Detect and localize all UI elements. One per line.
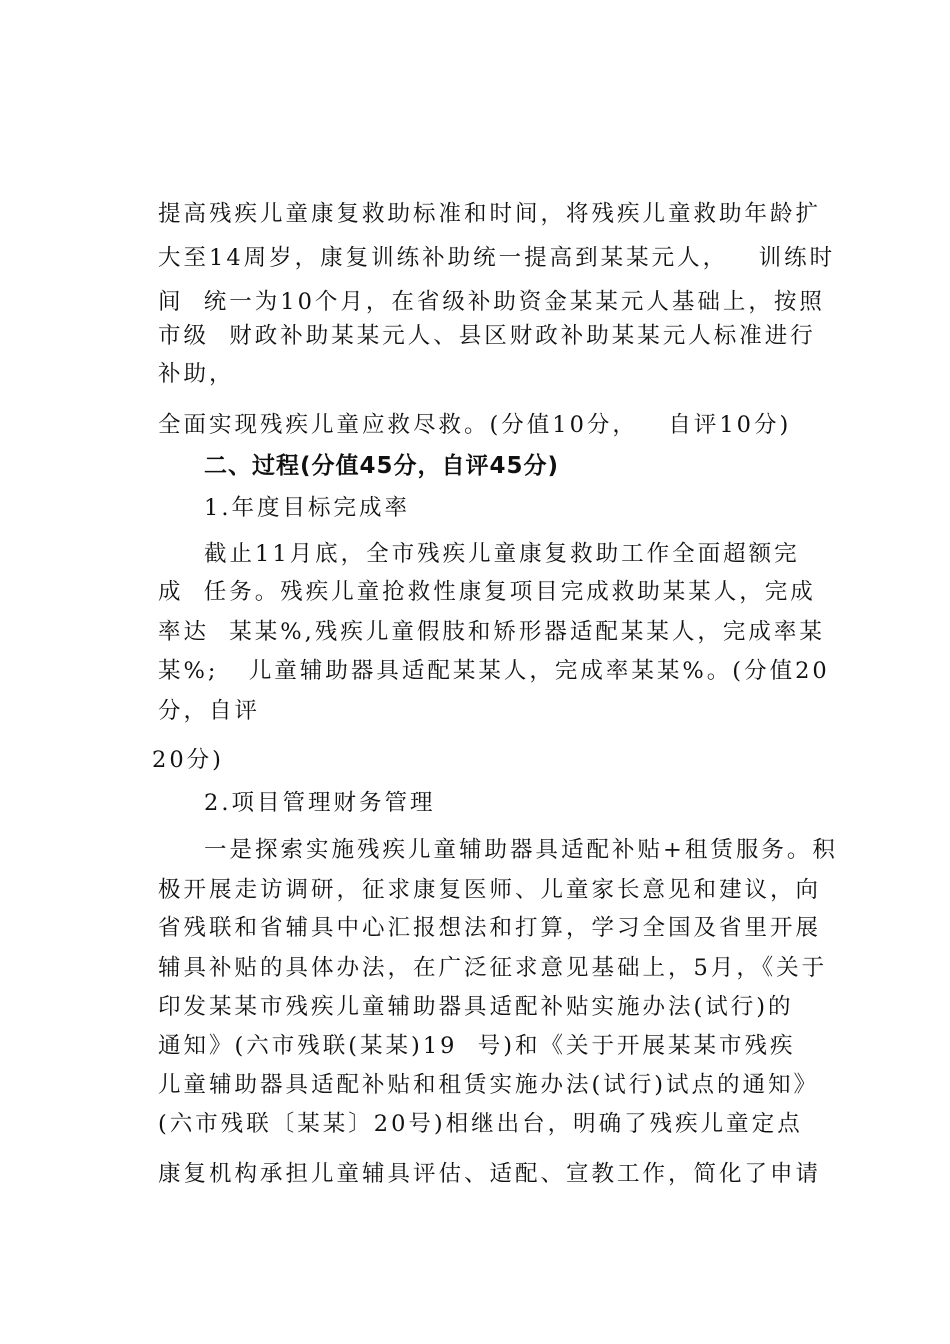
paragraph-line: 印发某某市残疾儿童辅助器具适配补贴实施办法(试行)的 [158, 994, 794, 1020]
paragraph-line: 成 任务。残疾儿童抢救性康复项目完成救助某某人，完成 [158, 579, 816, 605]
paragraph-line: 辅具补贴的具体办法，在广泛征求意见基础上，5月，《关于 [158, 955, 828, 981]
paragraph-line: 全面实现残疾儿童应救尽救。(分值10分， 自评10分) [158, 412, 792, 438]
paragraph-line: 补助， [158, 361, 235, 387]
paragraph-line: 市级 财政补助某某元人、县区财政补助某某元人标准进行 [158, 323, 816, 349]
section-heading: 二、过程(分值45分，自评45分) [204, 453, 560, 479]
paragraph-line: 儿童辅助器具适配补贴和租赁实施办法(试行)试点的通知》 [158, 1072, 820, 1098]
paragraph-line: 省残联和省辅具中心汇报想法和打算，学习全国及省里开展 [158, 915, 822, 941]
paragraph-line: 大至14周岁，康复训练补助统一提高到某某元人， 训练时 [158, 245, 836, 271]
paragraph-line: 极开展走访调研，征求康复医师、儿童家长意见和建议，向 [158, 877, 822, 903]
paragraph-line: 某%; 儿童辅助器具适配某某人，完成率某某%。(分值20 [158, 658, 830, 684]
paragraph-line: (六市残联〔某某〕20号)相继出台，明确了残疾儿童定点 [158, 1111, 803, 1137]
paragraph-line: 率达 某某%,残疾儿童假肢和矫形器适配某某人，完成率某 [158, 619, 825, 645]
paragraph-line: 提高残疾儿童康复救助标准和时间，将残疾儿童救助年龄扩 [158, 201, 822, 227]
subsection-heading: 2.项目管理财务管理 [204, 790, 436, 816]
paragraph-line: 通知》(六市残联(某某)19 号)和《关于开展某某市残疾 [158, 1033, 796, 1059]
paragraph-line: 康复机构承担儿童辅具评估、适配、宣教工作，简化了申请 [158, 1161, 822, 1187]
paragraph-line: 分，自评 [158, 698, 261, 724]
paragraph-line: 一是探索实施残疾儿童辅助器具适配补贴+租赁服务。积 [204, 837, 838, 863]
paragraph-line: 间 统一为10个月，在省级补助资金某某元人基础上，按照 [158, 289, 825, 315]
paragraph-line: 20分) [152, 747, 224, 773]
subsection-heading: 1.年度目标完成率 [204, 495, 410, 521]
paragraph-line: 截止11月底，全市残疾儿童康复救助工作全面超额完 [204, 541, 800, 567]
